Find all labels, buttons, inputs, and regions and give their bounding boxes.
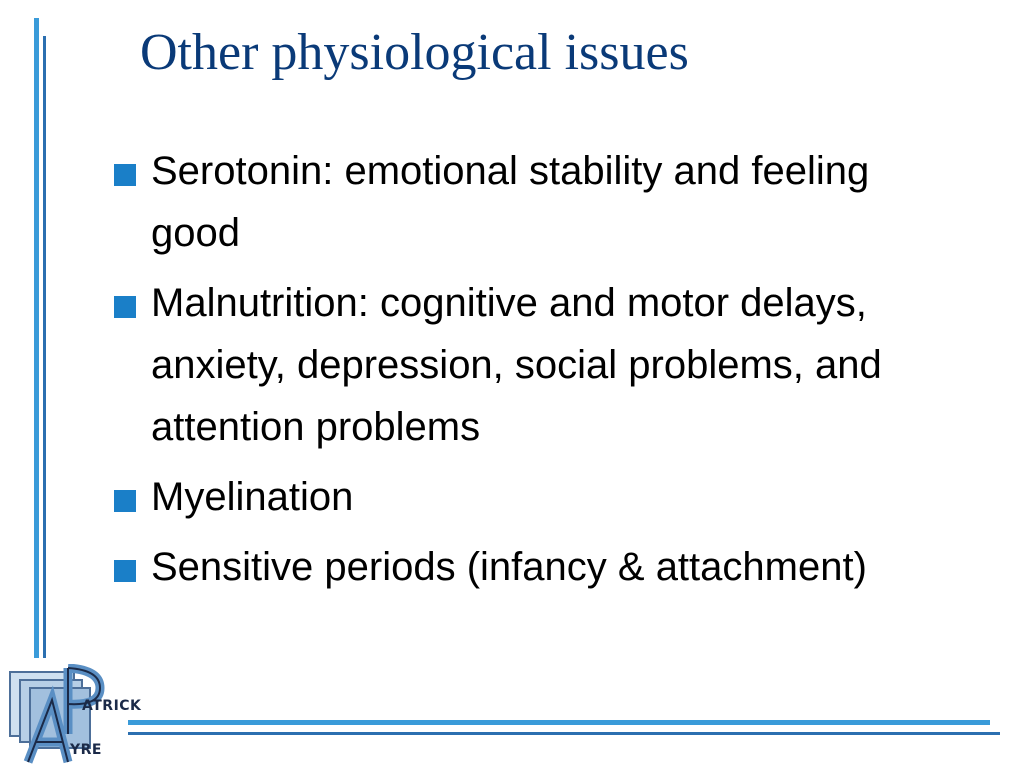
bullet-text: Malnutrition: cognitive and motor delays, anxiety, depression, social problems, and attention problems	[151, 281, 882, 449]
square-bullet-icon	[114, 560, 136, 582]
logo-word-bottom: YRE	[70, 742, 102, 758]
bullet-item	[114, 272, 974, 458]
square-bullet-icon	[114, 296, 136, 318]
slide-title: Other physiological issues	[140, 24, 689, 81]
square-bullet-icon	[114, 164, 136, 186]
bullet-text: Myelination	[151, 475, 354, 519]
bottom-horizontal-rule-outer	[128, 720, 990, 725]
bullet-list	[114, 140, 974, 606]
bullet-text: Serotonin: emotional stability and feeling good	[151, 149, 870, 255]
bullet-item	[114, 466, 974, 528]
bullet-item	[114, 140, 974, 264]
bottom-horizontal-rule-inner	[128, 732, 1000, 735]
bullet-item	[114, 536, 974, 598]
square-bullet-icon	[114, 490, 136, 512]
logo-word-top: ATRICK	[82, 698, 142, 714]
patrick-ayre-logo-icon	[8, 664, 142, 764]
bullet-text: Sensitive periods (infancy & attachment)	[151, 545, 867, 589]
left-vertical-rule-inner	[43, 36, 46, 658]
left-vertical-rule-outer	[34, 18, 39, 658]
